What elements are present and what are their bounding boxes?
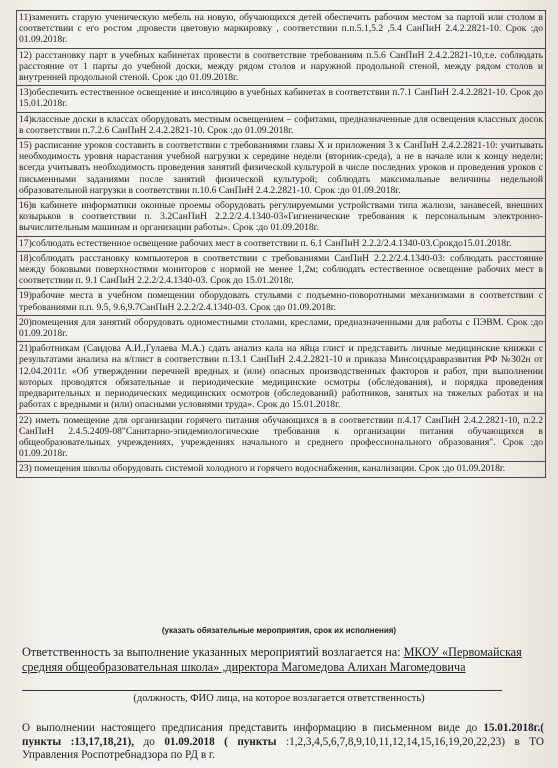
responsibility-prefix: Ответственность за выполнение указанных мероприятий возлагается на: [22,645,401,659]
table-row [17,139,546,199]
table-row [17,289,546,315]
table-row [17,86,546,112]
table-caption: (указать обязательные мероприятия, срок их исполнения) [161,626,397,635]
table-row [17,112,546,138]
measure-item-16: 16)в кабинете информатики оконные проемы оборудовать регулируемыми устройствами типа жалюзи, занавесей, внешних козырьков в соответствии п. 3.2СанПиН 2.2.2/2.4.1340-03«Гигиенические требования к персональным электронно-вычислительным машинам и организации работы». Срок :до 01.09.2018г. [17,199,546,237]
measure-item-17: 17)соблюдать естественное освещение рабочих мест в соответствии п. 6.1 СанПиН 2.2.2/2.4.1340-03.Срокдо15.01.2018г. [17,236,546,251]
table-row [17,236,546,251]
measure-item-23: 23) помещения школы оборудовать системой холодного и горячего водоснабжения, канализации. Срок :до 01.09.2018г. [17,462,546,477]
report-mid: до [143,735,155,748]
table-row [17,413,546,462]
table-row [17,48,546,86]
responsibility-caption: (должность, ФИО лица, на которое возлагается ответственность) [133,693,425,704]
deadline-date-1: 15.01.2018г.( [483,722,544,734]
report-deadline-paragraph [22,722,544,763]
table-row [17,11,546,49]
measure-item-22: 22) иметь помещение для организации горячего питания обучающихся в в соответствии п.4.17 СанПиН 2.4.2.2821-10, п.2.2 СанПиН 2.4.5.2409-08"Санитарно-эпидемиологические требования к организации питания обучающихся в общеобразовательных учреждениях, учреждениях начального и среднего профессионального образования". Срок :до 01.09.2018г. [17,413,546,462]
measure-item-18: 18)соблюдать расстановку компьютеров в соответствии с требованиями СанПиН 2.2.2/2.4.1340-03: соблюдать расстояние между боковыми поверхностями мониторов с нормой не менее 1,2м; соблюдать естественное освещение рабочих мест в соответствии п. 9.1 СанПиН 2.2.2/2.4.1340-03. Срок до 15.01.2018г. [17,251,546,289]
report-intro: О выполнении настоящего предписания представить информацию в письменном виде до [22,722,478,734]
measure-item-12: 12) расстановку парт в учебных кабинетах провести в соответствие требованиям п.5.6 СанПиН 2.4.2.2821-10,т.е. соблюдать расстояние от 1 парты до учебной доски, между рядом столов и наружной продольной стеной, между рядом столов и внутренней продольной стеной. Срок :до 01.09.2018г. [17,48,546,86]
measure-item-21: 21)работникам (Саидова А.И.,Гулаева М.А.) сдать анализ кала на яйца глист и представить личные медицинские книжки с результатами анализа на я/глист в соответствии п.13.1 СанПиН 2.4.2.2821-10 и приказа Минсоцздравразвития РФ №302н от 12.04.2011г. «Об утверждении перечней вредных и (или) опасных производственных факторов и работ, при выполнении которых проводятся обязательные и периодические медицинские осмотры (обследования), и порядка проведения предварительных и периодических медицинских осмотров (обследований) работников, занятых на тяжелых работах и на работах с вредными и (или) опасными условиями труда». Срок до 15.01.2018г. [17,342,546,413]
measure-item-15: 15) расписание уроков составить в соответствии с требованиями главы X и приложения 3 к СанПиН 2.4.2.2821-10: учитывать необходимость уровня нарастания учебной нагрузки к середине недели (вторник-среда), а не в начале или к концу недели; всегда учитывать необходимость проведения занятий физической культурой в числе последних уроков и проведения уроков с письменными заданиями после занятий физической культурой; соблюдать максимальные величины недельной образовательной нагрузки в соответствии п.10.6 СанПиН 2.4.2.2821-10. Срок :до 01.09.2018г. [17,139,546,199]
measure-item-14: 14)классные доски в классах оборудовать местным освещением – софитами, предназначенные для освещения классных досок в соответствии п.7.2.6 СанПиН 2.4.2.2821-10. Срок :до 01.09.2018г. [17,112,546,138]
table-row [17,462,546,477]
responsible-person: МКОУ «Первомайская средняя общеобразовательная школа» ,директора Магомедова Алихан Магомедовича [22,645,522,674]
measure-item-11: 11)заменить старую ученическую мебель на новую, обучающихся детей обеспечить рабочим местом за партой или столом в соответствии с его ростом ,провести цветовую маркировку , соответствии п.п.5.1,5.2 ,5.4 СанПиН 2.4.2.2821-10. Срок :до 01.09.2018г. [17,11,546,49]
table-row [17,315,546,341]
deadline-date-2: 01.09.2018 [164,735,215,748]
measure-item-19: 19)рабочие места в учебном помещении оборудовать стульями с подъемно-поворотными механизмами в соответствии с требованиями п.п. 9.5, 9.6,9.7СанПиН 2.2.2/2.4.1340-03. Срок :до 01.09.2018г. [17,289,546,315]
table-row [17,251,546,289]
table-row [17,199,546,237]
responsibility-paragraph [22,645,544,675]
measure-item-20: 20)помещения для занятий оборудовать одноместными столами, креслами, предназначенными для работы с ПЭВМ. Срок :до 01.09.2018г. [17,315,546,341]
deadline-points-2: ( пункты [224,735,277,748]
responsibility-underline [22,690,502,691]
table-row [17,342,546,413]
deadline-points-1: пункты :13,17,18,21), [22,735,135,748]
measure-item-13: 13)обеспечить естественное освещение и инсоляцию в учебных кабинетах в соответствии п.7.1 СанПиН 2.4.2.2821-10. Срок до 15.01.2018г. [17,86,546,112]
report-tail: :1,2,3,4,5,6,7,8,9,10,11,12,14,15,16,19,20,22,23) в ТО Управления Роспотребнадзора по РД в г. [22,735,544,761]
measures-table [16,10,546,478]
